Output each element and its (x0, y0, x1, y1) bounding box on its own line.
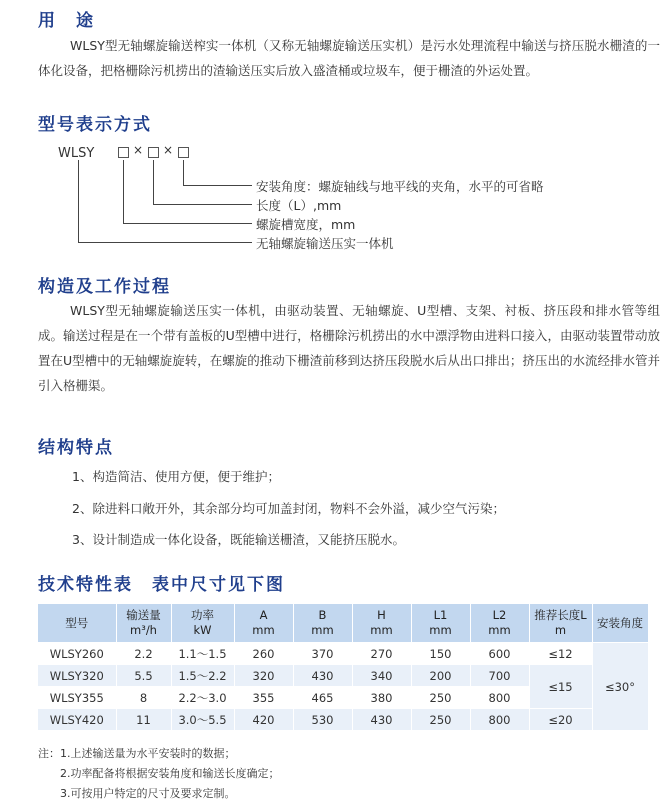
purpose-heading: 用 途 (38, 11, 95, 31)
width-box (118, 147, 129, 158)
feature-item: 3、设计制造成一体化设备，既能输送栅渣，又能挤压脱水。 (72, 532, 405, 547)
note-item: 3.可按用户特定的尺寸及要求定制。 (60, 787, 236, 800)
cell-a: 320 (234, 665, 293, 687)
cell-recommended-length: ≤20 (529, 709, 592, 731)
cell-l2: 800 (470, 709, 529, 731)
purpose-text: WLSY型无轴螺旋输送榨实一体机（又称无轴螺旋输送压实机）是污水处理流程中输送与挤压脱水栅渣的一体化设备，把格栅除污机捞出的渣输送压实后放入盛渣桶或垃圾车，便于栅渣的外运处置。 (38, 38, 660, 78)
cell-power: 3.0～5.5 (171, 709, 234, 731)
cell-recommended-length: ≤15 (529, 665, 592, 709)
col-header-recommended-length: 推荐长度L m (529, 604, 592, 643)
table-row (38, 665, 648, 687)
cell-b: 370 (293, 643, 352, 665)
note-item: 注：1.上述输送量为水平安装时的数据； (38, 747, 236, 760)
cell-install-angle: ≤30° (592, 643, 648, 731)
cell-a: 420 (234, 709, 293, 731)
construction-heading: 构造及工作过程 (38, 277, 171, 297)
cell-b: 530 (293, 709, 352, 731)
col-header-model: 型号 (38, 604, 116, 643)
cell-l1: 250 (411, 709, 470, 731)
cell-a: 355 (234, 687, 293, 709)
col-header-l1: L1 mm (411, 604, 470, 643)
cell-power: 2.2～3.0 (171, 687, 234, 709)
width-label: 螺旋槽宽度，mm (256, 217, 356, 232)
cell-h: 430 (352, 709, 411, 731)
angle-box (178, 147, 189, 158)
cell-capacity: 2.2 (116, 643, 171, 665)
cell-capacity: 11 (116, 709, 171, 731)
feature-item: 2、除进料口敞开外，其余部分均可加盖封闭，物料不会外溢，减少空气污染； (72, 501, 505, 516)
cell-b: 430 (293, 665, 352, 687)
cell-h: 270 (352, 643, 411, 665)
construction-text: WLSY型无轴螺旋输送压实一体机，由驱动装置、无轴螺旋、U型槽、支架、衬板、挤压段和排水管等组成。输送过程是在一个带有盖板的U型槽中进行，格栅除污机捞出的水中漂浮物由进料口接入，由驱动装置带动放置在U型槽中的无轴螺旋旋转，在螺旋的推动下栅渣前移到达挤压段脱水后从出口排出；挤压出的水流经排水管并引入格栅渠。 (38, 303, 660, 393)
cell-h: 340 (352, 665, 411, 687)
cell-l2: 800 (470, 687, 529, 709)
cell-power: 1.1～1.5 (171, 643, 234, 665)
col-header-a: A mm (234, 604, 293, 643)
col-header-l2: L2 mm (470, 604, 529, 643)
table-row (38, 643, 648, 665)
model-code: WLSY (58, 146, 95, 161)
cell-power: 1.5～2.2 (171, 665, 234, 687)
model-heading: 型号表示方式 (38, 115, 152, 135)
table-notes (38, 744, 280, 804)
times-sign: × (163, 143, 174, 157)
cell-recommended-length: ≤12 (529, 643, 592, 665)
table-header-row (38, 604, 648, 643)
note-item: 2.功率配备将根据安装角度和输送长度确定； (60, 767, 280, 780)
cell-l2: 600 (470, 643, 529, 665)
col-header-capacity: 输送量 m³/h (116, 604, 171, 643)
angle-label: 安装角度：螺旋轴线与地平线的夹角，水平的可省略 (256, 179, 544, 194)
col-header-b: B mm (293, 604, 352, 643)
cell-model: WLSY320 (38, 665, 116, 687)
cell-model: WLSY260 (38, 643, 116, 665)
table-heading: 技术特性表 表中尺寸见下图 (38, 575, 285, 595)
col-header-h: H mm (352, 604, 411, 643)
machine-label: 无轴螺旋输送压实一体机 (256, 236, 394, 251)
feature-item: 1、构造简洁、使用方便，便于维护； (72, 469, 280, 484)
cell-model: WLSY420 (38, 709, 116, 731)
length-label: 长度（L）,mm (256, 198, 342, 213)
times-sign: × (133, 143, 144, 157)
machine-leader-line (78, 160, 252, 243)
table-row (38, 709, 648, 731)
cell-capacity: 5.5 (116, 665, 171, 687)
spec-table (38, 604, 649, 730)
cell-l1: 250 (411, 687, 470, 709)
col-header-power: 功率 kW (171, 604, 234, 643)
cell-l2: 700 (470, 665, 529, 687)
cell-model: WLSY355 (38, 687, 116, 709)
cell-h: 380 (352, 687, 411, 709)
cell-l1: 200 (411, 665, 470, 687)
col-header-install-angle: 安装角度 (592, 604, 648, 643)
features-heading: 结构特点 (38, 438, 114, 458)
cell-l1: 150 (411, 643, 470, 665)
cell-b: 465 (293, 687, 352, 709)
cell-a: 260 (234, 643, 293, 665)
length-box (148, 147, 159, 158)
cell-capacity: 8 (116, 687, 171, 709)
